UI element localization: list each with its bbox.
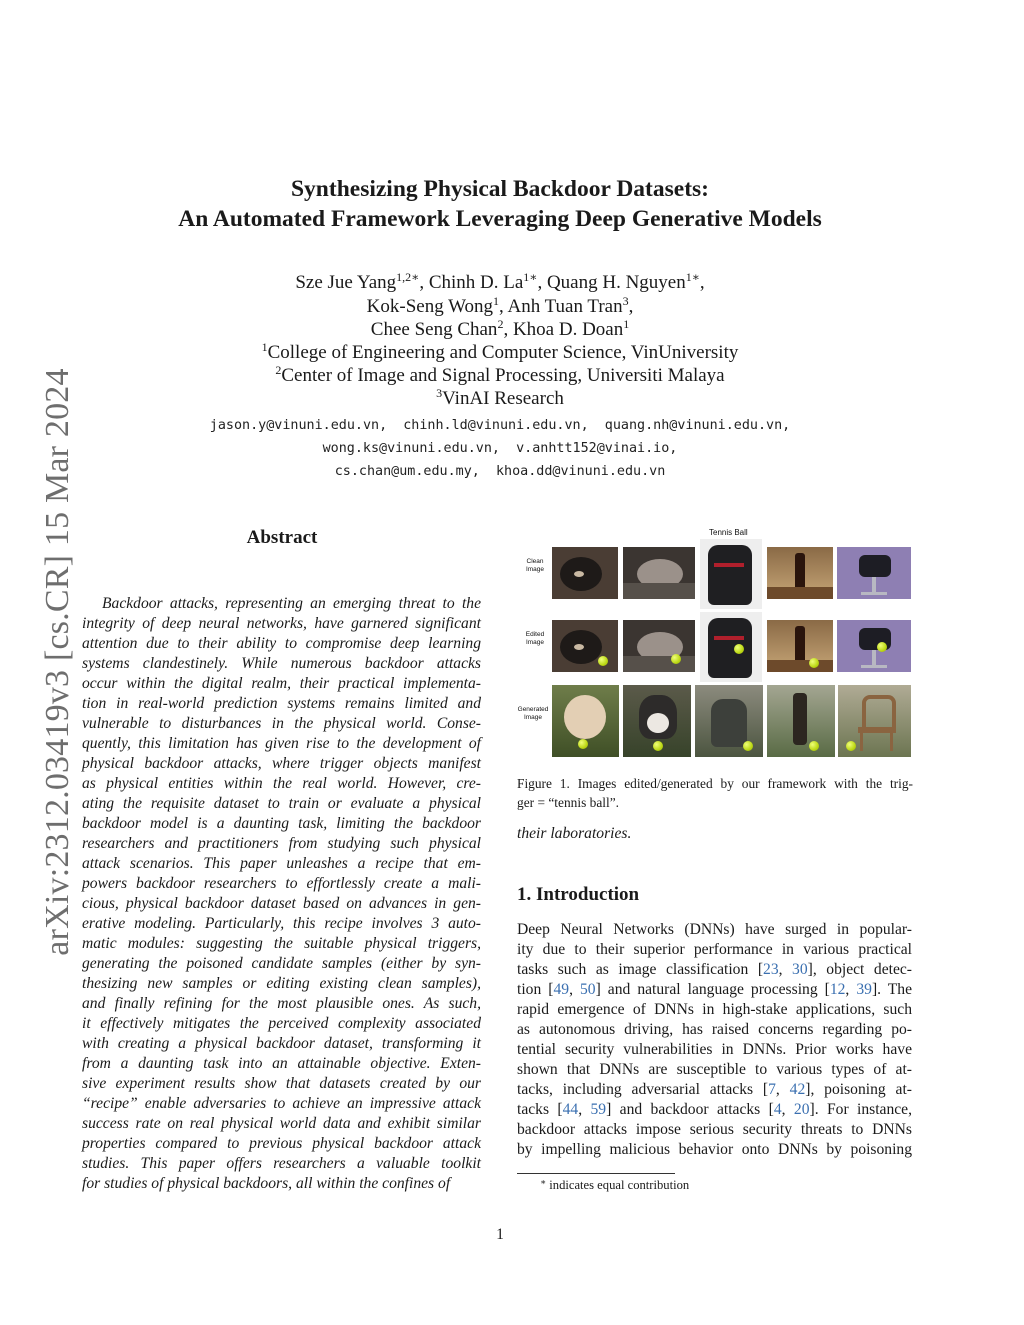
figure-1 (515, 525, 915, 765)
author-affil: 3 (622, 294, 629, 308)
abstract-line: vulnerable to disturbances in the physical world. Conse- (82, 715, 481, 732)
citation-link[interactable]: 23 (763, 961, 779, 978)
abstract-body (82, 594, 481, 1194)
citation-link[interactable]: 44 (562, 1101, 579, 1118)
citation-link[interactable]: 20 (793, 1101, 810, 1118)
page-number: 1 (496, 1226, 504, 1243)
affiliation-name: Center of Image and Signal Processing, Universiti Malaya (281, 365, 725, 386)
intro-line: tion [49, 50] and natural language processing [12, 39]. The (517, 981, 913, 998)
abstract-line: from a daunting task into an attainable objective. Exten- (82, 1055, 481, 1072)
author-affil: 1,2∗ (396, 270, 420, 284)
edited-image-backpack (700, 612, 762, 682)
abstract-line: and finally refining for the most plausible ones. As such, (82, 995, 481, 1012)
citation-link[interactable]: 49 (553, 981, 570, 998)
abstract-line: ating the requisite dataset to train or evaluate a physical (82, 795, 481, 812)
row-label-line: Image (523, 714, 543, 721)
abstract-line: as physical entities within the real world. However, cre- (82, 775, 481, 792)
abstract-line: it effectively mitigates the perceived complexity associated (82, 1015, 481, 1032)
abstract-line: quently, this limitation has given rise to the development of (82, 735, 481, 752)
intro-line: tacks, including adversarial attacks [7, 42], poisoning at- (517, 1081, 912, 1098)
edited-image-bottle (767, 620, 833, 672)
citation-link[interactable]: 59 (590, 1101, 607, 1118)
row-label-clean (518, 558, 552, 574)
abstract-heading: Abstract (246, 527, 318, 548)
introduction-body (517, 920, 912, 1160)
row-label-line: Edited (525, 631, 545, 638)
abstract-line: studies. This paper offers researchers a valuable toolkit (82, 1155, 481, 1172)
intro-line: Deep Neural Networks (DNNs) have surged in popular- (517, 921, 912, 938)
clean-image-dog (552, 547, 618, 599)
abstract-line: Backdoor attacks, representing an emerging threat to the (102, 595, 481, 612)
citation-link[interactable]: 4 (773, 1101, 782, 1118)
citation-link[interactable]: 50 (579, 981, 596, 998)
row-label-line: Image (525, 639, 545, 646)
emails-line-1: jason.y@vinuni.edu.vn, chinh.ld@vinuni.edu.vn, quang.nh@vinuni.edu.vn, (209, 418, 791, 433)
abstract-line: thesizing new samples or editing existing clean samples), (82, 975, 481, 992)
citation-link[interactable]: 30 (792, 961, 808, 978)
abstract-line: tion in real-world prediction systems remains limited and (82, 695, 481, 712)
author-name: Quang H. Nguyen (546, 272, 686, 293)
section-heading-introduction: 1. Introduction (517, 884, 640, 905)
row-label-line: Clean (526, 558, 544, 565)
abstract-line: erative modeling. Particularly, this recipe involves 3 auto- (82, 915, 481, 932)
row-label-edited (518, 631, 552, 647)
clean-image-chair (837, 547, 911, 599)
intro-line: rapid emergence of DNNs in high-stake applications, such (517, 1001, 912, 1018)
affiliation-3 (0, 387, 1000, 410)
abstract-line: matic modules: suggesting the suitable physical triggers, (82, 935, 481, 952)
footnote (540, 1178, 689, 1193)
clean-image-bottle (767, 547, 833, 599)
citation-link[interactable]: 42 (789, 1081, 806, 1098)
emails-line-3: cs.chan@um.edu.my, khoa.dd@vinuni.edu.vn (334, 464, 666, 479)
authors-line-3: Chee Seng Chan$^2$, Khoa D. Doan$^1$ (370, 317, 630, 340)
abstract-line: attention due to their ability to compromise deep learning (82, 635, 481, 652)
footnote-mark: ∗ (540, 1177, 547, 1187)
abstract-line: cious, physical backdoor dataset based on advances in gen- (82, 895, 481, 912)
edited-image-cat (623, 620, 695, 672)
intro-line: tasks such as image classification [23, 30], object detec- (517, 961, 912, 978)
affiliation-2 (0, 364, 1000, 387)
intro-line: backdoor attacks impose serious security threats to DNNs (517, 1121, 912, 1138)
authors-line-2: Kok-Seng Wong$^1$, Anh Tuan Tran$^3$, (366, 294, 634, 317)
author-affil: 2 (497, 317, 504, 331)
clean-image-cat (623, 547, 695, 599)
footnote-rule (517, 1173, 675, 1174)
caption-line: ger = “tennis ball”. (517, 795, 619, 810)
citation-link[interactable]: 39 (856, 981, 872, 998)
generated-image-dog (552, 685, 619, 757)
abstract-line: occur within the digital realm, their practical implementa- (82, 675, 481, 692)
abstract-line: attack scenarios. This paper unleashes a recipe that em- (82, 855, 481, 872)
generated-image-backpack (695, 685, 763, 757)
edited-image-dog (552, 620, 618, 672)
abstract-line: for studies of physical backdoors, all within the confines of (82, 1175, 451, 1192)
affiliation-1 (0, 341, 1000, 364)
author-name: Khoa D. Doan (512, 319, 624, 340)
intro-line: shown that DNNs are susceptible to various types of at- (517, 1061, 912, 1078)
title-line-2: An Automated Framework Leveraging Deep Generative Models (178, 206, 822, 232)
author-name: Chee Seng Chan (370, 319, 498, 340)
figure-caption (517, 774, 913, 812)
citation-link[interactable]: 12 (829, 981, 846, 998)
intro-line: tacks [44, 59] and backdoor attacks [4, 20]. For instance, (517, 1101, 913, 1118)
abstract-line: researchers and practitioners from studying such physical (82, 835, 481, 852)
clean-image-backpack (700, 539, 762, 609)
author-name: Sze Jue Yang (295, 272, 397, 293)
arxiv-side-stamp: arXiv:2312.03419v3 [cs.CR] 15 Mar 2024 (39, 368, 76, 956)
abstract-line: “recipe” enable adversaries to achieve an impressive attack (82, 1095, 481, 1112)
abstract-continuation: their laboratories. (517, 825, 632, 842)
author-name: Chinh D. La (428, 272, 524, 293)
abstract-line: generating the poisoned candidate samples (either by syn- (82, 955, 481, 972)
generated-image-chair (838, 685, 911, 757)
edited-image-chair (837, 620, 911, 672)
abstract-line: success rate on real physical world data and exhibit similar (82, 1115, 481, 1132)
abstract-line: properties compared to previous physical backdoor attack (82, 1135, 481, 1152)
intro-line: as autonomous driving, has raised concerns regarding po- (517, 1021, 912, 1038)
affiliation-number: 3 (436, 386, 443, 400)
author-name: Anh Tuan Tran (507, 296, 623, 317)
abstract-line: physical backdoor attacks, where trigger objects manifest (82, 755, 481, 772)
intro-line: by impelling malicious behavior onto DNNs by poisoning (517, 1141, 912, 1158)
affiliation-name: VinAI Research (442, 388, 564, 409)
row-label-line: Image (525, 566, 545, 573)
author-affil: 1∗ (523, 270, 538, 284)
abstract-line: integrity of deep neural networks, have garnered significant (82, 615, 481, 632)
figure-column-label: Tennis Ball (709, 528, 748, 537)
author-name: Kok-Seng Wong (366, 296, 494, 317)
abstract-line: with creating a physical backdoor dataset, transforming it (82, 1035, 481, 1052)
emails-line-2: wong.ks@vinuni.edu.vn, v.anhtt152@vinai.io, (322, 441, 678, 456)
abstract-line: sive experiment results show that datasets created by our (82, 1075, 481, 1092)
affiliation-name: College of Engineering and Computer Science, VinUniversity (267, 342, 739, 363)
author-affil: 1 (623, 317, 630, 331)
abstract-line: backdoor model is a daunting task, limiting the backdoor (82, 815, 481, 832)
generated-image-cat (623, 685, 691, 757)
row-label-generated (516, 706, 550, 722)
title-line-1: Synthesizing Physical Backdoor Datasets: (290, 176, 710, 202)
abstract-line: systems clandestinely. While numerous backdoor attacks (82, 655, 481, 672)
generated-image-bottle (767, 685, 835, 757)
row-label-line: Generated (517, 706, 549, 713)
paper-title (0, 174, 1000, 234)
author-affil: 1∗ (685, 270, 700, 284)
caption-line: Figure 1. Images edited/generated by our framework with the trig- (517, 776, 913, 791)
authors-line-1: Sze Jue Yang$^{1,2∗}$, Chinh D. $La^{1∗}$, Quang H. Nguyen$^{1∗}$, (295, 270, 705, 293)
intro-line: tential security vulnerabilities in DNNs. Prior works have (517, 1041, 912, 1058)
footnote-text: indicates equal contribution (546, 1178, 690, 1192)
citation-link[interactable]: 7 (768, 1081, 776, 1098)
abstract-line: powers backdoor researchers to effortlessly create a mali- (82, 875, 481, 892)
author-affil: 1 (493, 294, 500, 308)
affiliation-number: 1 (261, 340, 268, 354)
affiliation-number: 2 (275, 363, 282, 377)
intro-line: ity due to their superior performance in various practical (517, 941, 912, 958)
